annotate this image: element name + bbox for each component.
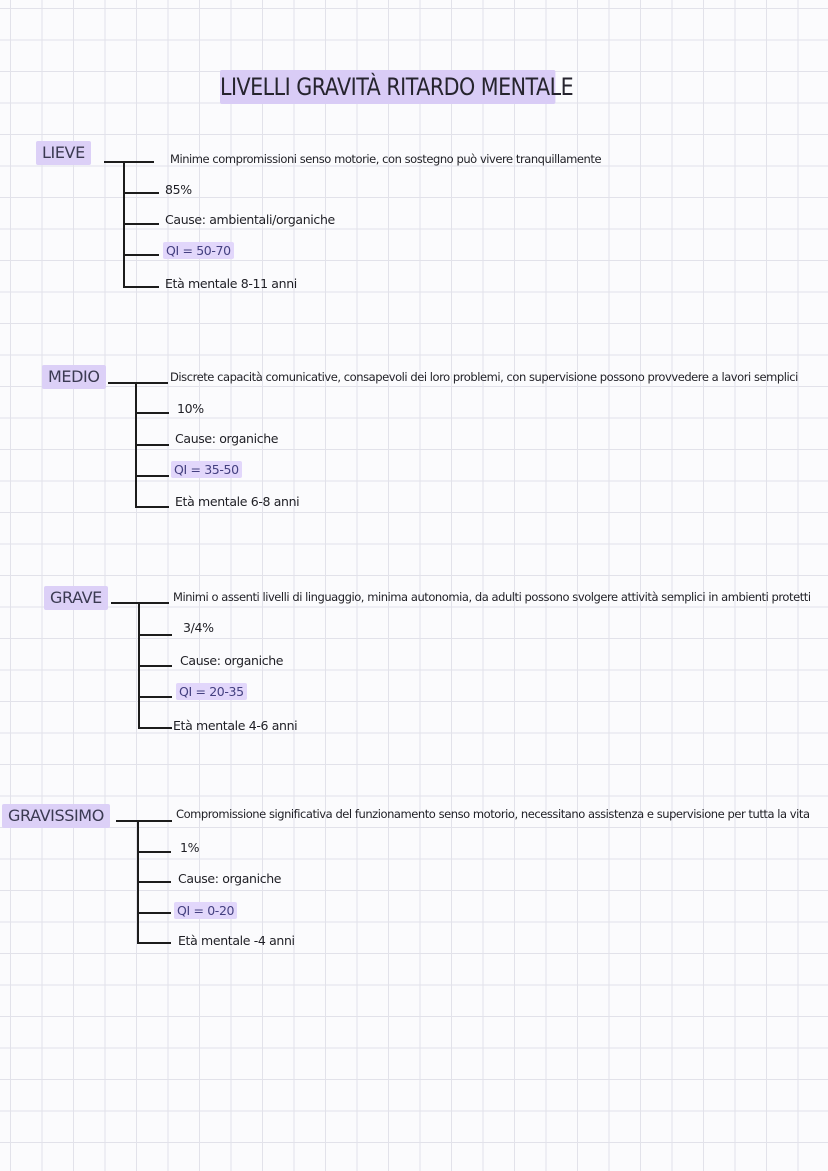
qi-row xyxy=(171,462,242,478)
mental-age-text: Età mentale 8-11 anni xyxy=(165,276,297,291)
causes-text: Cause: ambientali/organiche xyxy=(165,212,335,227)
branch-line xyxy=(135,444,169,446)
level-label: GRAVISSIMO xyxy=(2,804,110,828)
percentage-text: 10% xyxy=(177,401,204,416)
qi-value: QI = 50-70 xyxy=(163,242,234,259)
description-text: Minimi o assenti livelli di linguaggio, minima autonomia, da adulti possono svolgere attività semplici in ambienti protetti xyxy=(173,590,811,604)
qi-value: QI = 35-50 xyxy=(171,461,242,478)
mental-age-text: Età mentale 6-8 anni xyxy=(175,494,300,509)
description-text: Discrete capacità comunicative, consapevoli dei loro problemi, con supervisione possono provvedere a lavori semplici xyxy=(170,370,798,384)
branch-line xyxy=(138,665,172,667)
branch-line xyxy=(135,506,169,508)
branch-line xyxy=(116,820,172,822)
causes-text: Cause: organiche xyxy=(178,871,282,886)
causes-text: Cause: organiche xyxy=(180,653,284,668)
causes-text: Cause: organiche xyxy=(175,431,279,446)
percentage-text: 85% xyxy=(165,182,192,197)
mental-age-text: Età mentale 4-6 anni xyxy=(173,718,298,733)
level-label: MEDIO xyxy=(42,365,106,389)
branch-line xyxy=(138,634,172,636)
branch-line xyxy=(111,602,169,604)
description-text: Compromissione significativa del funzionamento senso motorio, necessitano assistenza e supervisione per tutta la vita xyxy=(176,807,810,821)
page-title: LIVELLI GRAVITÀ RITARDO MENTALE xyxy=(220,70,555,104)
percentage-text: 3/4% xyxy=(183,620,214,635)
branch-line xyxy=(137,912,171,914)
qi-value: QI = 0-20 xyxy=(174,902,237,919)
branch-line xyxy=(135,412,169,414)
percentage-text: 1% xyxy=(180,840,200,855)
qi-row xyxy=(163,243,234,259)
branch-line xyxy=(123,223,159,225)
mental-age-text: Età mentale -4 anni xyxy=(178,933,295,948)
qi-row xyxy=(176,684,247,700)
branch-line xyxy=(137,881,171,883)
branch-line xyxy=(123,254,159,256)
branch-line xyxy=(123,192,159,194)
level-label: GRAVE xyxy=(44,586,108,610)
branch-line xyxy=(108,382,168,384)
description-text: Minime compromissioni senso motorie, con sostegno può vivere tranquillamente xyxy=(170,152,602,166)
branch-line xyxy=(137,851,171,853)
branch-line xyxy=(138,727,172,729)
branch-line xyxy=(104,161,154,163)
branch-line xyxy=(138,696,172,698)
branch-line xyxy=(135,475,169,477)
qi-value: QI = 20-35 xyxy=(176,683,247,700)
branch-line xyxy=(123,286,159,288)
branch-line xyxy=(137,942,171,944)
level-label: LIEVE xyxy=(36,141,91,165)
qi-row xyxy=(174,903,237,919)
